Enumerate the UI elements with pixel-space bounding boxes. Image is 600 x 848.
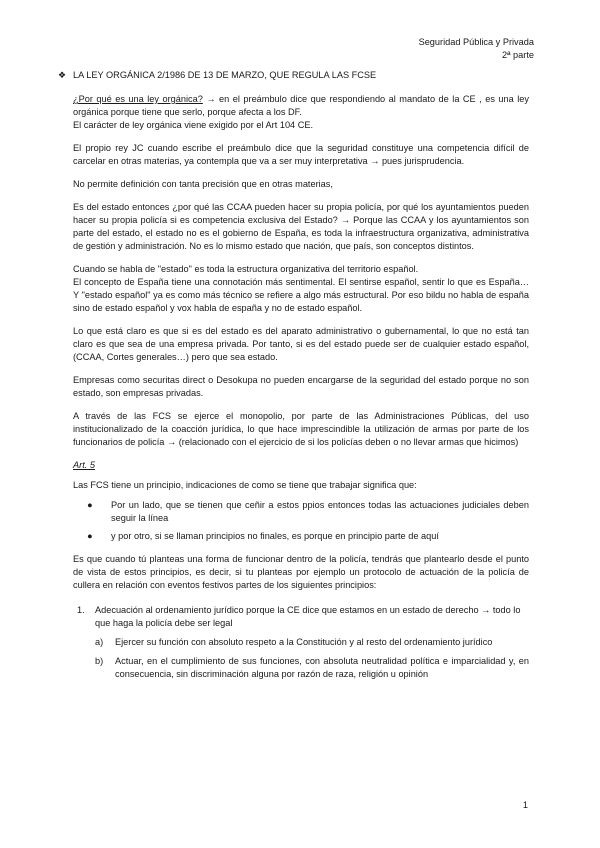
bullet-text: Por un lado, que se tienen que ceñir a estos ppios entonces todas las actuaciones judiciales deben seguir la línea: [111, 500, 529, 523]
paragraph-precision: No permite definición con tanta precisión que en otras materias,: [73, 179, 333, 189]
bullet-dot-icon: ●: [87, 531, 93, 541]
sub-list-item: [95, 655, 529, 681]
paragraph-administrativo: Lo que está claro es que si es del estado es del aparato administrativo o gubernamental, lo que no está tan claro es que sea de una empresa privada. Por tanto, si es del estado puede ser de cualquier estado español, (CCAA, Cortes generales…) pero que sea estado.: [73, 326, 529, 362]
document-body: [58, 69, 529, 687]
paragraph-monopolio: A través de las FCS se ejerce el monopolio, por parte de las Administraciones Públicas, del uso institucionalizado de la coacción jurídica, lo que hace imprescindible la utilización de armas por parte de los funcionarios de policía → (relacionado con el ejercicio de si los policías deben o no llevar armas que hicimos): [73, 411, 529, 447]
article-5-intro: Las FCS tiene un principio, indicaciones de como se tiene que trabajar significa que:: [73, 480, 417, 490]
header-part: 2ª parte: [501, 50, 534, 60]
paragraph-why-organic: [73, 93, 529, 132]
estado-rest: El concepto de España tiene una connotación más sentimental. El sentirse español, sentir lo que es España… Y "estado español" ya es como más técnico se refiere a algo más estructural. Por eso bildu no habla de españa sino de estado español y vox habla de españa y no de estado español.: [73, 277, 529, 313]
principles-bullet-list: [73, 499, 529, 543]
sub-list-item: [95, 636, 529, 649]
sub-item-text: Ejercer su función con absoluto respeto a la Constitución y al resto del ordenamiento jurídico: [115, 637, 493, 647]
sub-item-letter: b): [95, 656, 104, 666]
item-number: 1.: [77, 605, 85, 615]
list-item: [73, 499, 529, 525]
paragraph-empresas: Empresas como securitas direct o Desokupa no pueden encargarse de la seguridad del estado porque no son estado, son empresas privadas.: [73, 375, 529, 398]
list-item: [73, 604, 529, 681]
principles-numbered-list: [73, 604, 529, 681]
article-104-note: El carácter de ley orgánica viene exigido por el Art 104 CE.: [73, 120, 314, 130]
item-text: Adecuación al ordenamiento jurídico porque la CE dice que estamos en un estado de derecho → todo lo que haga la policía debe ser legal: [95, 605, 521, 628]
bullet-text: y por otro, si se llaman principios no finales, es porque en principio parte de aquí: [111, 531, 439, 541]
section-title: [58, 69, 529, 82]
bullet-dot-icon: ●: [87, 500, 93, 510]
estado-line1: Cuando se habla de "estado" es toda la estructura organizativa del territorio español.: [73, 264, 419, 274]
question-answer: → en el preámbulo dice que respondiendo al mandato de la CE , es una ley orgánica porque tiene que serlo, porque afecta a los DF.: [73, 94, 529, 117]
paragraph-preamble: El propio rey JC cuando escribe el preámbulo dice que la seguridad constituye una competencia difícil de carcelar en otras materias, ya contempla que va a ser muy interpretativa → pues jurisprudencia.: [73, 143, 529, 166]
question-lead: ¿Por qué es una ley orgánica?: [73, 94, 203, 104]
sub-item-text: Actuar, en el cumplimiento de sus funciones, con absoluta neutralidad política e imparcialidad y, en consecuencia, sin discriminación alguna por razón de raza, religión u opinión: [115, 656, 529, 679]
page-header: [419, 36, 534, 62]
sub-item-letter: a): [95, 637, 104, 647]
paragraph-ccaa: Es del estado entonces ¿por qué las CCAA pueden hacer su propia policía, por qué los ayuntamientos pueden hacer su propia policía si es competencia exclusiva del Estado? → Porque las CCAA y los ayuntamientos son parte del estado, el estado no es el gobierno de España, es toda la infraestructura organizativa, administrativa de gestión y administración. No es lo mismo estado que nación, que país, son conceptos distintos.: [73, 202, 529, 251]
header-course: Seguridad Pública y Privada: [418, 37, 534, 47]
section-title-text: LA LEY ORGÁNICA 2/1986 DE 13 DE MARZO, QUE REGULA LAS FCSE: [73, 70, 377, 80]
list-item: [73, 530, 529, 543]
paragraph-protocol: Es que cuando tú planteas una forma de funcionar dentro de la policía, tendrás que plantearlo desde el punto de vista de estos principios, es decir, si tu planteas por ejemplo un protocolo de actuación de la policía de cullera en relación con eventos festivos partes de los siguientes principios:: [73, 554, 529, 590]
sub-list: [95, 636, 529, 681]
diamond-bullet-icon: ❖: [58, 70, 67, 80]
paragraph-estado: [73, 263, 529, 315]
article-5-heading: Art. 5: [73, 460, 95, 470]
page-number: 1: [522, 800, 528, 810]
